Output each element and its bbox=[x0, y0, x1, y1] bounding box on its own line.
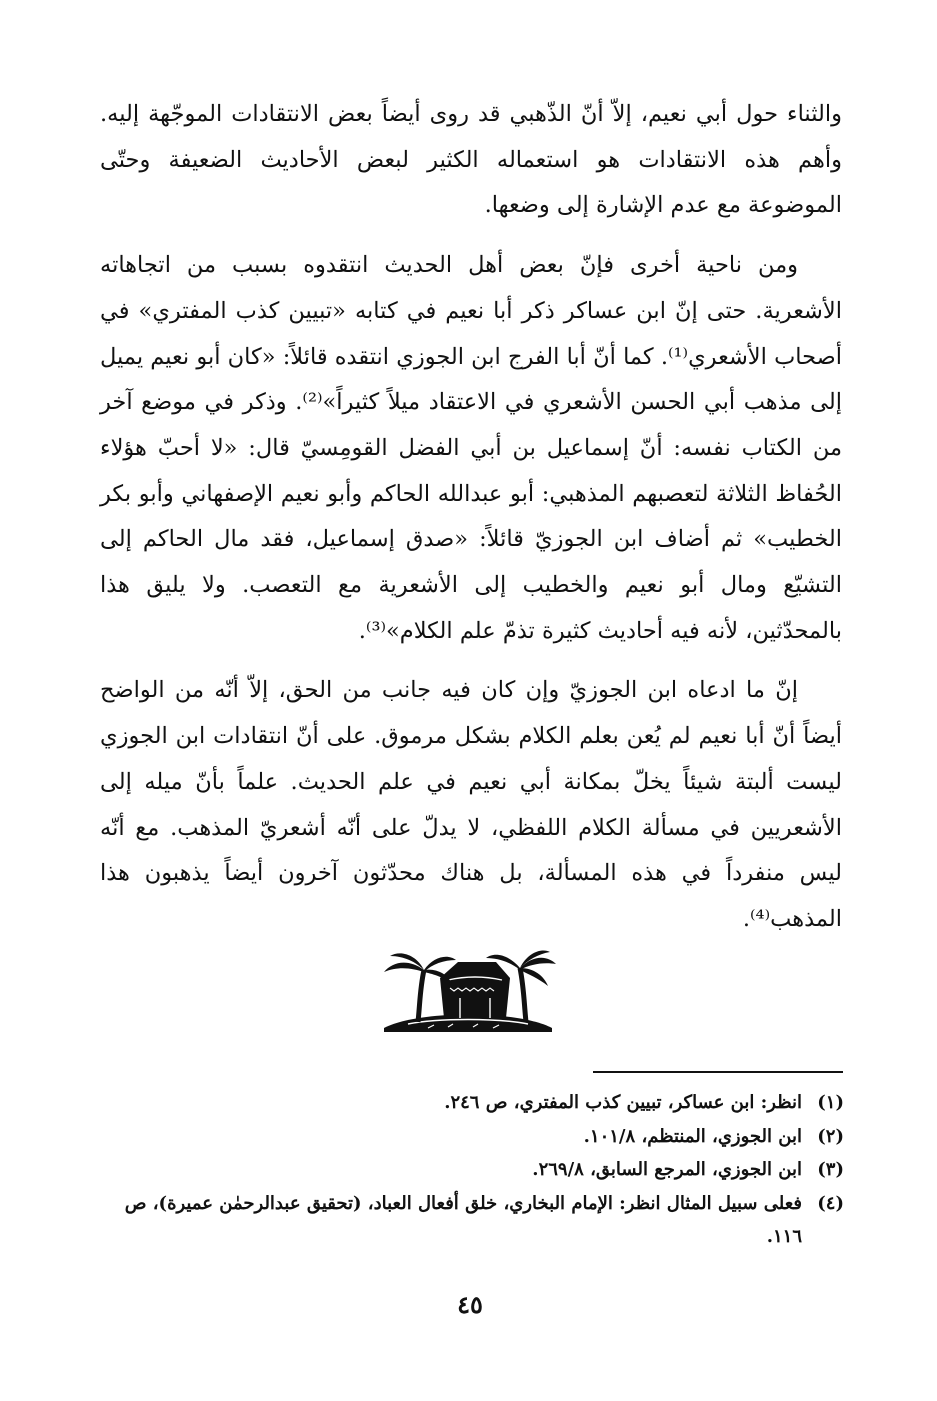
footnote-number: (٤) bbox=[817, 1192, 844, 1214]
footnote-number: (٣) bbox=[817, 1159, 844, 1180]
footnote-text: انظر: ابن عساكر، تبيين كذب المفتري، ص ٢٤٦. bbox=[444, 1092, 802, 1113]
page-number: ٤٥ bbox=[457, 1290, 483, 1319]
footnote-4 bbox=[96, 1187, 844, 1254]
footnotes bbox=[96, 1086, 844, 1254]
paragraph-3: إنّ ما ادعاه ابن الجوزيّ وإن كان فيه جانب من الحق، إلاّ أنّه من الواضح أيضاً أنّ أبا نعيم لم يُعن بعلم الكلام بشكل مرموق. على أنّ انتقادات ابن الجوزي ليست ألبتة شيئاً يخلّ بمكانة أبي نعيم في علم الحديث. علماً بأنّ ميله إلى الأشعريين في مسألة الكلام اللفظي، لا يدلّ على أنّه أشعريّ المذهب. مع أنّه ليس منفرداً في هذه المسألة، بل هناك محدّثون آخرون أيضاً يذهبون هذا المذهب⁽⁴⁾. bbox=[100, 677, 842, 932]
footnote-2 bbox=[96, 1120, 844, 1154]
footnote-3 bbox=[96, 1153, 844, 1187]
footnote-1 bbox=[96, 1086, 844, 1120]
footnote-text: فعلى سبيل المثال انظر: الإمام البخاري، خلق أفعال العباد، (تحقيق عبدالرحمٰن عميرة)، ص ١١٦. bbox=[124, 1192, 802, 1247]
footnote-text: ابن الجوزي، المنتظم، ١٠١/٨. bbox=[583, 1125, 802, 1147]
footnote-text: ابن الجوزي، المرجع السابق، ٢٦٩/٨. bbox=[532, 1159, 802, 1180]
paragraph-2: ومن ناحية أخرى فإنّ بعض أهل الحديث انتقدوه بسبب من اتجاهاته الأشعرية. حتى إنّ ابن عساكر ذكر أبا نعيم في كتابه «تبيين كذب المفتري» في أصحاب الأشعري⁽¹⁾. كما أنّ أبا الفرج ابن الجوزي انتقده قائلاً: «كان أبو نعيم يميل إلى مذهب أبي الحسن الأشعري في الاعتقاد ميلاً كثيراً»⁽²⁾. وذكر في موضع آخر من الكتاب نفسه: أنّ إسماعيل بن أبي الفضل القومِسيّ قال: «لا أحبّ هؤلاء الحُفاظ الثلاثة لتعصبهم المذهبي: أبو عبدالله الحاكم وأبو نعيم الإصفهاني وأبو بكر الخطيب» ثم أضاف ابن الجوزيّ قائلاً: «صدق إسماعيل، فقد مال الحاكم إلى التشيّع ومال أبو نعيم والخطيب إلى الأشعرية مع التعصب. ولا يليق هذا بالمحدّثين، لأنه فيه أحاديث كثيرة تذمّ علم الكلام»⁽³⁾. bbox=[100, 252, 842, 644]
paragraph-1: والثناء حول أبي نعيم، إلاّ أنّ الذّهبي قد روى أيضاً بعض الانتقادات الموجّهة إليه. وأهم هذه الانتقادات هو استعماله الكثير لبعض الأحاديث الضعيفة وحتّى الموضوعة مع عدم الإشارة إلى وضعها. bbox=[100, 101, 842, 219]
footnote-number: (١) bbox=[817, 1092, 844, 1113]
footnote-separator bbox=[593, 1071, 843, 1073]
footnote-number: (٢) bbox=[817, 1125, 844, 1147]
palm-trees-and-tent-ornament-icon bbox=[378, 948, 558, 1040]
main-text bbox=[100, 92, 842, 943]
